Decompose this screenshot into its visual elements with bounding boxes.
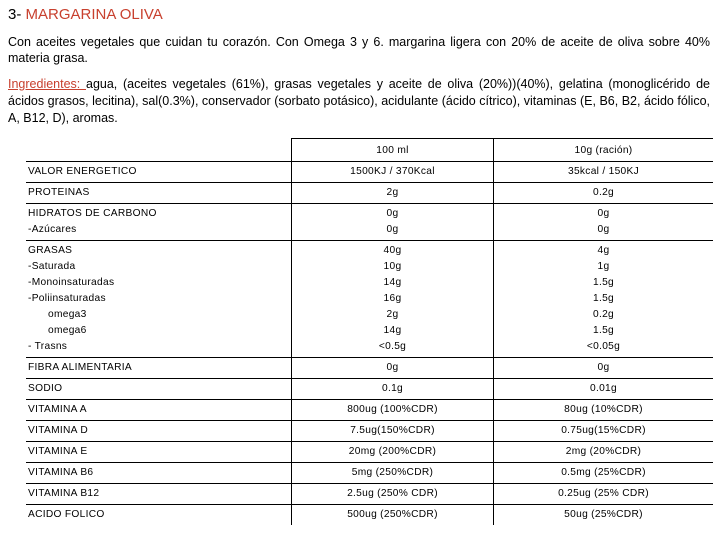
value-100ml: 0g — [386, 208, 399, 219]
value-serving: 4g — [597, 245, 610, 256]
row-energy — [26, 162, 713, 183]
row-fats — [26, 241, 713, 358]
row-vitamin-b6 — [26, 463, 713, 484]
value-100ml: 2g — [386, 309, 399, 320]
row-vitamin-b12 — [26, 484, 713, 505]
col-header-serving: 10g (ración) — [494, 139, 714, 162]
value-serving: 50ug (25%CDR) — [494, 505, 714, 526]
value-serving: 0.01g — [494, 379, 714, 400]
value-serving: 0.2g — [592, 309, 615, 320]
value-serving: 80ug (10%CDR) — [494, 400, 714, 421]
value-100ml: 0.1g — [292, 379, 494, 400]
row-label: ACIDO FOLICO — [26, 505, 292, 526]
sub-label: -Poliinsaturadas — [28, 293, 106, 304]
row-label: SODIO — [26, 379, 292, 400]
value-100ml: 0g — [292, 358, 494, 379]
value-serving: 0.2g — [494, 183, 714, 204]
sub-label: omega3 — [48, 309, 87, 320]
value-100ml: 800ug (100%CDR) — [292, 400, 494, 421]
product-title — [8, 6, 163, 23]
value-100ml: 14g — [383, 277, 402, 288]
value-serving: 1.5g — [592, 293, 615, 304]
value-serving: <0.05g — [586, 341, 621, 352]
product-name: MARGARINA OLIVA — [25, 6, 163, 23]
value-serving: 1g — [597, 261, 610, 272]
sub-label: - Trasns — [28, 341, 68, 352]
nutrition-table — [26, 138, 713, 525]
value-serving: 35kcal / 150KJ — [494, 162, 714, 183]
value-100ml: <0.5g — [378, 341, 407, 352]
value-100ml: 1500KJ / 370Kcal — [292, 162, 494, 183]
value-serving: 1.5g — [592, 325, 615, 336]
ingredients-text: agua, (aceites vegetales (61%), grasas vegetales y aceite de oliva (20%))(40%), gelatina (monoglicérido de ácidos grasos, lecitina), sal(0.3%), conservador (sorbato potásico), acidulante (ácido cítrico), vitaminas (E, B6, B2, ácido fólico, A, B12, D), aromas. — [8, 77, 710, 125]
row-folic-acid — [26, 505, 713, 526]
row-label: VITAMINA D — [26, 421, 292, 442]
row-label: VITAMINA B12 — [26, 484, 292, 505]
row-label: VITAMINA A — [26, 400, 292, 421]
table-header-row — [26, 139, 713, 162]
row-label: HIDRATOS DE CARBONO — [28, 208, 157, 219]
row-label: PROTEINAS — [26, 183, 292, 204]
value-serving: 0g — [494, 358, 714, 379]
value-serving: 0.5mg (25%CDR) — [494, 463, 714, 484]
value-100ml: 0g — [386, 224, 399, 235]
product-description: Con aceites vegetales que cuidan tu corazón. Con Omega 3 y 6. margarina ligera con 20% de aceite de oliva sobre 40% materia grasa. — [8, 35, 710, 65]
sub-label: -Saturada — [28, 261, 76, 272]
row-vitamin-e — [26, 442, 713, 463]
row-protein — [26, 183, 713, 204]
value-serving: 0g — [597, 224, 610, 235]
value-100ml: 10g — [383, 261, 402, 272]
value-100ml: 14g — [383, 325, 402, 336]
row-label: FIBRA ALIMENTARIA — [26, 358, 292, 379]
ingredients-label: Ingredientes: — [8, 77, 86, 91]
sub-label: -Azúcares — [28, 224, 77, 235]
row-sodium — [26, 379, 713, 400]
value-100ml: 40g — [383, 245, 402, 256]
sub-label: omega6 — [48, 325, 87, 336]
row-fiber — [26, 358, 713, 379]
col-header-100ml: 100 ml — [292, 139, 494, 162]
sub-label: -Monoinsaturadas — [28, 277, 115, 288]
value-serving: 0.75ug(15%CDR) — [494, 421, 714, 442]
row-vitamin-d — [26, 421, 713, 442]
value-100ml: 2.5ug (250% CDR) — [292, 484, 494, 505]
value-100ml: 16g — [383, 293, 402, 304]
value-serving: 1.5g — [592, 277, 615, 288]
row-carbohydrates — [26, 204, 713, 241]
row-label: VITAMINA B6 — [26, 463, 292, 484]
row-label: GRASAS — [28, 245, 73, 256]
value-100ml: 500ug (250%CDR) — [292, 505, 494, 526]
row-label: VALOR ENERGETICO — [26, 162, 292, 183]
value-serving: 0.25ug (25% CDR) — [494, 484, 714, 505]
value-100ml: 7.5ug(150%CDR) — [292, 421, 494, 442]
value-serving: 2mg (20%CDR) — [494, 442, 714, 463]
row-vitamin-a — [26, 400, 713, 421]
ingredients-paragraph — [8, 76, 710, 127]
value-100ml: 20mg (200%CDR) — [292, 442, 494, 463]
value-100ml: 5mg (250%CDR) — [292, 463, 494, 484]
row-label: VITAMINA E — [26, 442, 292, 463]
product-number: 3- — [8, 6, 26, 23]
value-100ml: 2g — [292, 183, 494, 204]
value-serving: 0g — [597, 208, 610, 219]
